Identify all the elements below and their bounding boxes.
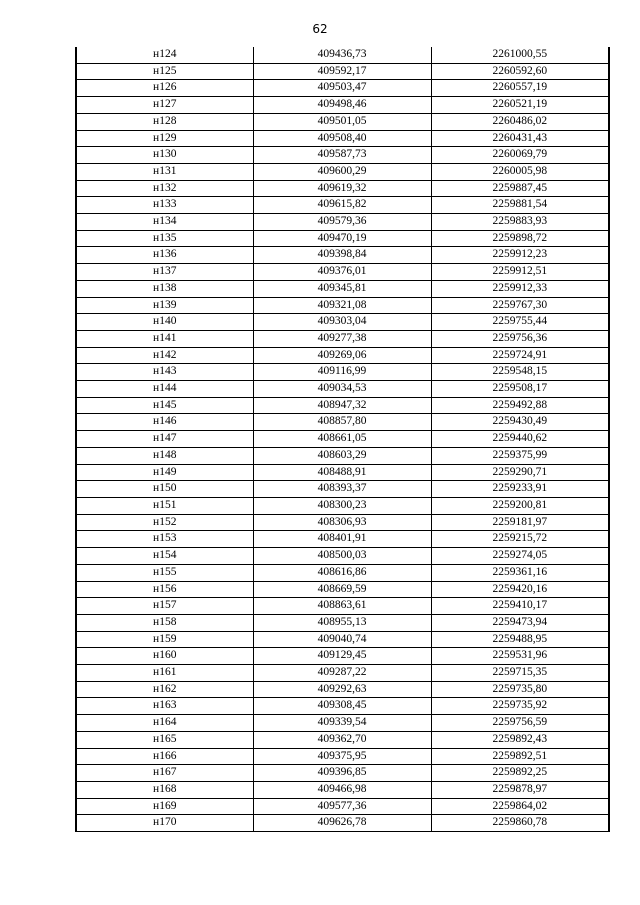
point-label-cell: н165 <box>76 731 253 748</box>
point-label-cell: н163 <box>76 698 253 715</box>
x-coordinate-cell: 409116,99 <box>253 364 431 381</box>
y-coordinate-cell: 2259200,81 <box>431 497 609 514</box>
x-coordinate-cell: 409362,70 <box>253 731 431 748</box>
y-coordinate-cell: 2259912,51 <box>431 264 609 281</box>
x-coordinate-cell: 408393,37 <box>253 481 431 498</box>
point-label-cell: н160 <box>76 648 253 665</box>
x-coordinate-cell: 408669,59 <box>253 581 431 598</box>
x-coordinate-cell: 409292,63 <box>253 681 431 698</box>
table-row <box>76 247 609 264</box>
table-row <box>76 497 609 514</box>
table-row <box>76 631 609 648</box>
x-coordinate-cell: 409040,74 <box>253 631 431 648</box>
table-row <box>76 614 609 631</box>
table-row <box>76 214 609 231</box>
table-row <box>76 431 609 448</box>
x-coordinate-cell: 408661,05 <box>253 431 431 448</box>
table-row <box>76 113 609 130</box>
y-coordinate-cell: 2259912,23 <box>431 247 609 264</box>
y-coordinate-cell: 2259531,96 <box>431 648 609 665</box>
point-label-cell: н158 <box>76 614 253 631</box>
y-coordinate-cell: 2259361,16 <box>431 564 609 581</box>
table-row <box>76 531 609 548</box>
point-label-cell: н152 <box>76 514 253 531</box>
y-coordinate-cell: 2259735,80 <box>431 681 609 698</box>
table-row <box>76 280 609 297</box>
point-label-cell: н151 <box>76 497 253 514</box>
y-coordinate-cell: 2259892,51 <box>431 748 609 765</box>
x-coordinate-cell: 409375,95 <box>253 748 431 765</box>
point-label-cell: н140 <box>76 314 253 331</box>
x-coordinate-cell: 408500,03 <box>253 548 431 565</box>
table-row <box>76 264 609 281</box>
x-coordinate-cell: 408955,13 <box>253 614 431 631</box>
y-coordinate-cell: 2259724,91 <box>431 347 609 364</box>
y-coordinate-cell: 2259887,45 <box>431 180 609 197</box>
point-label-cell: н133 <box>76 197 253 214</box>
x-coordinate-cell: 409277,38 <box>253 330 431 347</box>
point-label-cell: н170 <box>76 815 253 832</box>
x-coordinate-cell: 409396,85 <box>253 765 431 782</box>
y-coordinate-cell: 2259767,30 <box>431 297 609 314</box>
point-label-cell: н127 <box>76 97 253 114</box>
point-label-cell: н167 <box>76 765 253 782</box>
y-coordinate-cell: 2261000,55 <box>431 47 609 63</box>
x-coordinate-cell: 409498,46 <box>253 97 431 114</box>
point-label-cell: н146 <box>76 414 253 431</box>
coordinates-table <box>75 47 610 832</box>
y-coordinate-cell: 2259274,05 <box>431 548 609 565</box>
point-label-cell: н154 <box>76 548 253 565</box>
point-label-cell: н164 <box>76 715 253 732</box>
point-label-cell: н135 <box>76 230 253 247</box>
x-coordinate-cell: 409501,05 <box>253 113 431 130</box>
table-row <box>76 163 609 180</box>
y-coordinate-cell: 2259898,72 <box>431 230 609 247</box>
table-row <box>76 381 609 398</box>
point-label-cell: н132 <box>76 180 253 197</box>
point-label-cell: н168 <box>76 781 253 798</box>
table-row <box>76 665 609 682</box>
point-label-cell: н137 <box>76 264 253 281</box>
point-label-cell: н157 <box>76 598 253 615</box>
point-label-cell: н131 <box>76 163 253 180</box>
y-coordinate-cell: 2259756,59 <box>431 715 609 732</box>
point-label-cell: н149 <box>76 464 253 481</box>
x-coordinate-cell: 409577,36 <box>253 798 431 815</box>
y-coordinate-cell: 2260592,60 <box>431 63 609 80</box>
point-label-cell: н141 <box>76 330 253 347</box>
y-coordinate-cell: 2259912,33 <box>431 280 609 297</box>
table-row <box>76 364 609 381</box>
table-row <box>76 147 609 164</box>
y-coordinate-cell: 2260431,43 <box>431 130 609 147</box>
point-label-cell: н125 <box>76 63 253 80</box>
y-coordinate-cell: 2259881,54 <box>431 197 609 214</box>
table-row <box>76 765 609 782</box>
point-label-cell: н143 <box>76 364 253 381</box>
table-row <box>76 731 609 748</box>
table-row <box>76 197 609 214</box>
table-row <box>76 598 609 615</box>
y-coordinate-cell: 2259860,78 <box>431 815 609 832</box>
coordinates-table-body <box>76 47 609 832</box>
point-label-cell: н136 <box>76 247 253 264</box>
table-row <box>76 330 609 347</box>
table-row <box>76 781 609 798</box>
point-label-cell: н161 <box>76 665 253 682</box>
x-coordinate-cell: 409376,01 <box>253 264 431 281</box>
y-coordinate-cell: 2259488,95 <box>431 631 609 648</box>
point-label-cell: н150 <box>76 481 253 498</box>
point-label-cell: н126 <box>76 80 253 97</box>
x-coordinate-cell: 409303,04 <box>253 314 431 331</box>
x-coordinate-cell: 408488,91 <box>253 464 431 481</box>
table-row <box>76 715 609 732</box>
y-coordinate-cell: 2259233,91 <box>431 481 609 498</box>
x-coordinate-cell: 409398,84 <box>253 247 431 264</box>
y-coordinate-cell: 2260069,79 <box>431 147 609 164</box>
x-coordinate-cell: 409508,40 <box>253 130 431 147</box>
y-coordinate-cell: 2259290,71 <box>431 464 609 481</box>
x-coordinate-cell: 409269,06 <box>253 347 431 364</box>
table-row <box>76 97 609 114</box>
x-coordinate-cell: 409600,29 <box>253 163 431 180</box>
y-coordinate-cell: 2259892,25 <box>431 765 609 782</box>
x-coordinate-cell: 408947,32 <box>253 397 431 414</box>
y-coordinate-cell: 2259864,02 <box>431 798 609 815</box>
table-row <box>76 297 609 314</box>
y-coordinate-cell: 2260521,19 <box>431 97 609 114</box>
y-coordinate-cell: 2260486,02 <box>431 113 609 130</box>
x-coordinate-cell: 409592,17 <box>253 63 431 80</box>
x-coordinate-cell: 409287,22 <box>253 665 431 682</box>
y-coordinate-cell: 2259410,17 <box>431 598 609 615</box>
x-coordinate-cell: 408306,93 <box>253 514 431 531</box>
y-coordinate-cell: 2259473,94 <box>431 614 609 631</box>
y-coordinate-cell: 2259181,97 <box>431 514 609 531</box>
table-row <box>76 397 609 414</box>
point-label-cell: н138 <box>76 280 253 297</box>
point-label-cell: н130 <box>76 147 253 164</box>
y-coordinate-cell: 2259755,44 <box>431 314 609 331</box>
y-coordinate-cell: 2260005,98 <box>431 163 609 180</box>
table-row <box>76 464 609 481</box>
y-coordinate-cell: 2259215,72 <box>431 531 609 548</box>
x-coordinate-cell: 409503,47 <box>253 80 431 97</box>
y-coordinate-cell: 2259440,62 <box>431 431 609 448</box>
x-coordinate-cell: 409339,54 <box>253 715 431 732</box>
table-row <box>76 63 609 80</box>
point-label-cell: н134 <box>76 214 253 231</box>
point-label-cell: н145 <box>76 397 253 414</box>
y-coordinate-cell: 2259878,97 <box>431 781 609 798</box>
point-label-cell: н148 <box>76 447 253 464</box>
point-label-cell: н153 <box>76 531 253 548</box>
table-row <box>76 815 609 832</box>
table-row <box>76 347 609 364</box>
point-label-cell: н128 <box>76 113 253 130</box>
y-coordinate-cell: 2259883,93 <box>431 214 609 231</box>
table-row <box>76 548 609 565</box>
point-label-cell: н144 <box>76 381 253 398</box>
point-label-cell: н159 <box>76 631 253 648</box>
x-coordinate-cell: 408300,23 <box>253 497 431 514</box>
table-row <box>76 230 609 247</box>
x-coordinate-cell: 409308,45 <box>253 698 431 715</box>
y-coordinate-cell: 2259430,49 <box>431 414 609 431</box>
table-row <box>76 514 609 531</box>
x-coordinate-cell: 409436,73 <box>253 47 431 63</box>
table-row <box>76 681 609 698</box>
y-coordinate-cell: 2259892,43 <box>431 731 609 748</box>
y-coordinate-cell: 2259420,16 <box>431 581 609 598</box>
table-row <box>76 564 609 581</box>
y-coordinate-cell: 2259375,99 <box>431 447 609 464</box>
y-coordinate-cell: 2259756,36 <box>431 330 609 347</box>
x-coordinate-cell: 409034,53 <box>253 381 431 398</box>
table-row <box>76 414 609 431</box>
x-coordinate-cell: 408603,29 <box>253 447 431 464</box>
x-coordinate-cell: 409345,81 <box>253 280 431 297</box>
x-coordinate-cell: 408401,91 <box>253 531 431 548</box>
x-coordinate-cell: 409470,19 <box>253 230 431 247</box>
point-label-cell: н142 <box>76 347 253 364</box>
point-label-cell: н166 <box>76 748 253 765</box>
point-label-cell: н156 <box>76 581 253 598</box>
x-coordinate-cell: 409615,82 <box>253 197 431 214</box>
y-coordinate-cell: 2259508,17 <box>431 381 609 398</box>
y-coordinate-cell: 2259735,92 <box>431 698 609 715</box>
x-coordinate-cell: 409619,32 <box>253 180 431 197</box>
point-label-cell: н155 <box>76 564 253 581</box>
point-label-cell: н129 <box>76 130 253 147</box>
table-row <box>76 698 609 715</box>
x-coordinate-cell: 409579,36 <box>253 214 431 231</box>
table-row <box>76 798 609 815</box>
point-label-cell: н169 <box>76 798 253 815</box>
x-coordinate-cell: 409321,08 <box>253 297 431 314</box>
table-row <box>76 748 609 765</box>
table-row <box>76 130 609 147</box>
table-row <box>76 481 609 498</box>
x-coordinate-cell: 409626,78 <box>253 815 431 832</box>
x-coordinate-cell: 409466,98 <box>253 781 431 798</box>
table-row <box>76 581 609 598</box>
table-row <box>76 180 609 197</box>
x-coordinate-cell: 408616,86 <box>253 564 431 581</box>
point-label-cell: н139 <box>76 297 253 314</box>
y-coordinate-cell: 2259715,35 <box>431 665 609 682</box>
table-row <box>76 80 609 97</box>
table-row <box>76 314 609 331</box>
x-coordinate-cell: 408857,80 <box>253 414 431 431</box>
y-coordinate-cell: 2259548,15 <box>431 364 609 381</box>
point-label-cell: н162 <box>76 681 253 698</box>
point-label-cell: н124 <box>76 47 253 63</box>
x-coordinate-cell: 408863,61 <box>253 598 431 615</box>
table-row <box>76 648 609 665</box>
y-coordinate-cell: 2259492,88 <box>431 397 609 414</box>
x-coordinate-cell: 409129,45 <box>253 648 431 665</box>
x-coordinate-cell: 409587,73 <box>253 147 431 164</box>
y-coordinate-cell: 2260557,19 <box>431 80 609 97</box>
table-row <box>76 447 609 464</box>
table-row <box>76 47 609 63</box>
point-label-cell: н147 <box>76 431 253 448</box>
page-number: 62 <box>312 22 328 36</box>
